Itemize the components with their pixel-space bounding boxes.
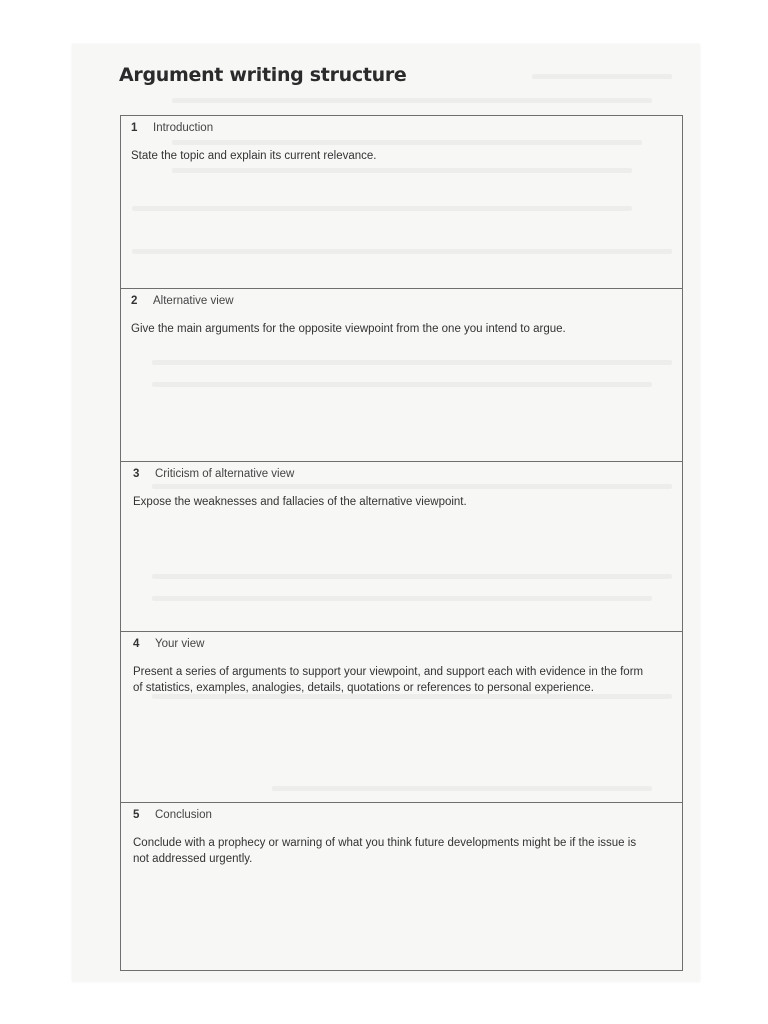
section-number: 2	[131, 295, 138, 307]
section-alternative-view	[121, 288, 682, 461]
section-heading	[133, 809, 212, 821]
section-title: Criticism of alternative view	[155, 468, 295, 480]
section-description: Conclude with a prophecy or warning of what you think future developments might be if the issue is not addressed urgently.	[133, 837, 637, 865]
section-number: 5	[133, 809, 140, 821]
section-number: 3	[133, 468, 140, 480]
section-description: Give the main arguments for the opposite viewpoint from the one you intend to argue.	[131, 323, 566, 335]
section-title: Alternative view	[153, 295, 234, 307]
section-heading	[133, 638, 204, 650]
page-title: Argument writing structure	[119, 64, 407, 86]
section-description: Present a series of arguments to support your viewpoint, and support each with evidence in the form of statistics, examples, analogies, details, quotations or references to personal experience.	[133, 666, 644, 694]
section-title: Conclusion	[155, 809, 212, 821]
section-introduction	[121, 116, 682, 288]
section-number: 1	[131, 122, 138, 134]
section-title: Your view	[155, 638, 205, 650]
show-through-line	[172, 98, 652, 103]
section-criticism	[121, 461, 682, 631]
section-title: Introduction	[153, 122, 214, 134]
section-description: Expose the weaknesses and fallacies of the alternative viewpoint.	[133, 496, 467, 508]
section-conclusion	[121, 802, 682, 972]
section-description: State the topic and explain its current relevance.	[131, 150, 377, 162]
section-heading	[131, 295, 234, 307]
show-through-line	[532, 74, 672, 79]
section-heading	[131, 122, 213, 134]
structure-table	[120, 115, 683, 971]
section-your-view	[121, 631, 682, 802]
section-heading	[133, 468, 294, 480]
section-number: 4	[133, 638, 140, 650]
